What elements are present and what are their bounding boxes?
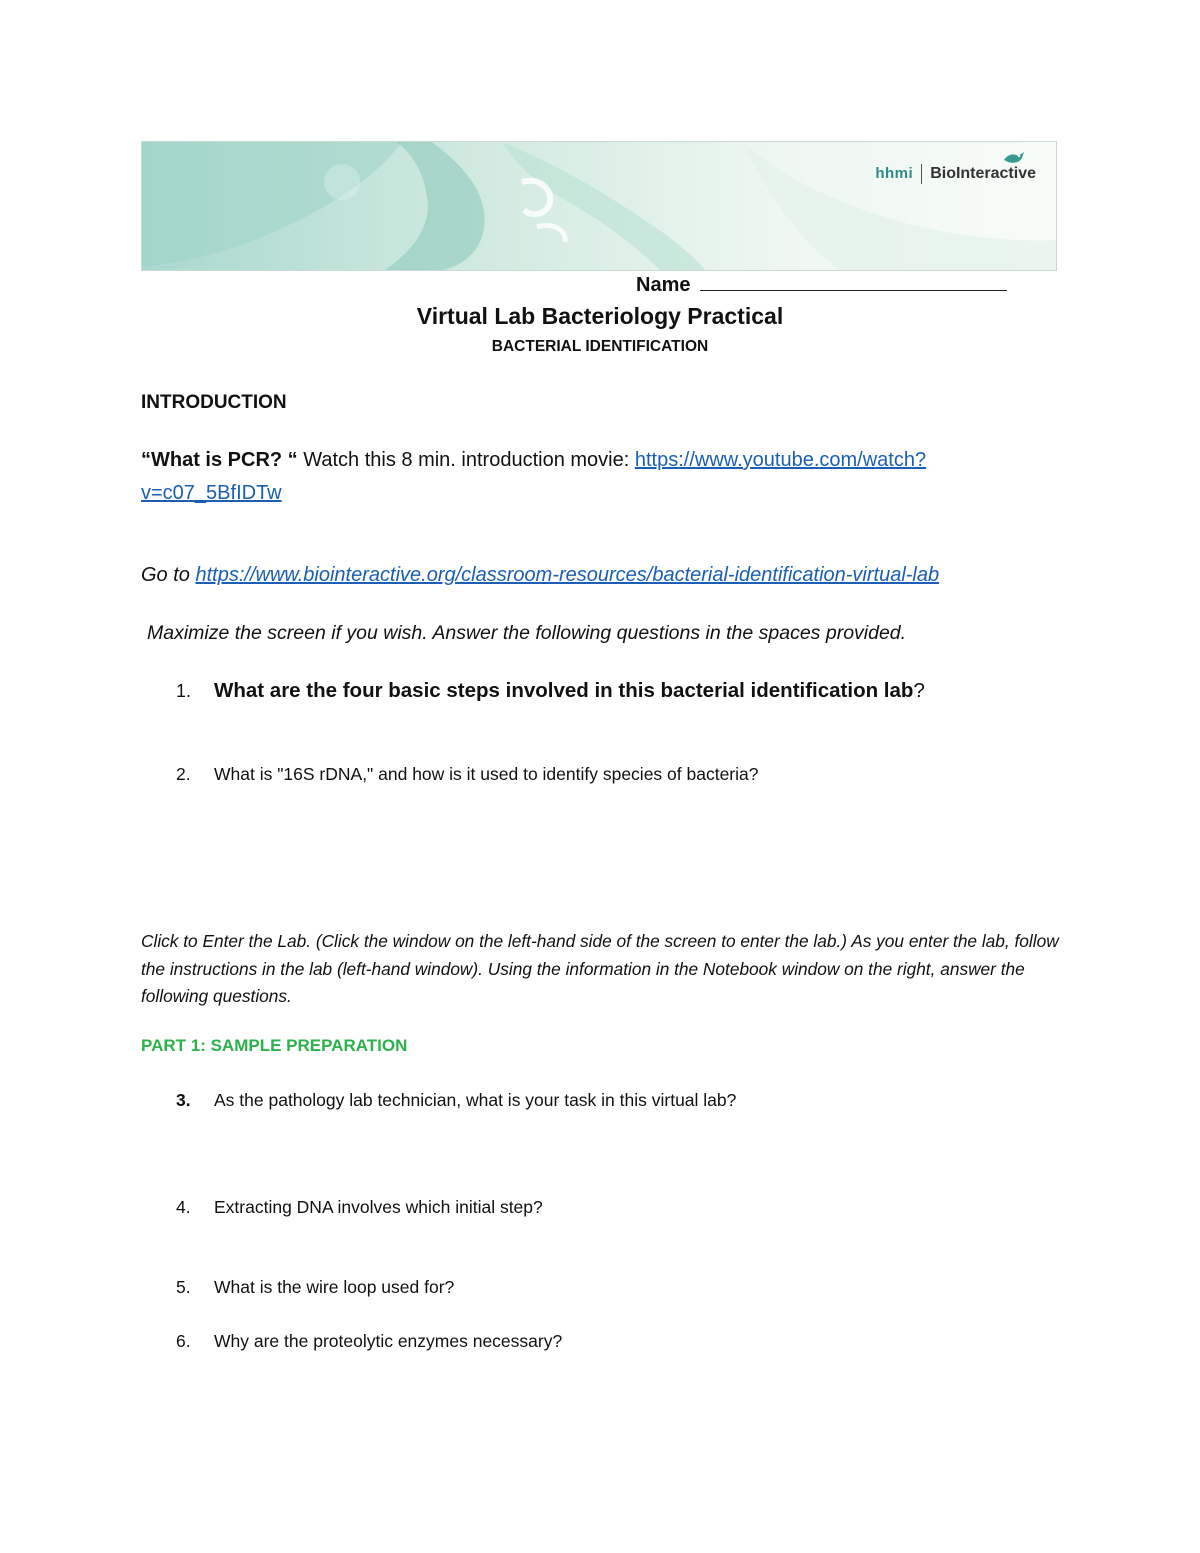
question-text: What is the wire loop used for?: [214, 1277, 455, 1297]
question-4: [176, 1197, 543, 1218]
header-banner: [141, 141, 1057, 271]
biointeractive-link[interactable]: https://www.biointeractive.org/classroom-resources/bacterial-identification-virtual-lab: [195, 564, 940, 586]
part1-heading: PART 1: SAMPLE PREPARATION: [141, 1036, 408, 1055]
name-field: [636, 274, 1007, 297]
logo-hhmi-text: hhmi: [875, 164, 922, 184]
pcr-paragraph-continued: [141, 482, 282, 505]
question-text: What is "16S rDNA," and how is it used to identify species of bacteria?: [214, 764, 759, 784]
question-number: 5.: [176, 1277, 191, 1297]
pcr-paragraph: [141, 449, 926, 472]
goto-paragraph: [141, 564, 939, 587]
lab-instructions: Click to Enter the Lab. (Click the window on the left-hand side of the screen to enter the lab.) As you enter the lab, follow the instructions in the lab (left-hand window). Using the information in the Notebook window on the right, answer the following questions.: [141, 931, 1059, 1006]
logo-biointeractive-text: BioInteractive: [930, 165, 1036, 182]
hhmi-biointeractive-logo: [875, 164, 1036, 184]
question-number: 2.: [176, 764, 191, 784]
banner-artwork: [142, 142, 1057, 271]
question-text: As the pathology lab technician, what is your task in this virtual lab?: [214, 1090, 737, 1110]
question-2: [176, 764, 759, 785]
question-5: [176, 1277, 454, 1298]
name-blank-line[interactable]: [700, 274, 1007, 291]
page-title: Virtual Lab Bacteriology Practical: [416, 303, 784, 329]
pcr-question: “What is PCR? “: [141, 449, 298, 471]
question-number: 4.: [176, 1197, 191, 1217]
youtube-link[interactable]: https://www.youtube.com/watch?: [634, 449, 927, 471]
question-number: 1.: [176, 681, 192, 701]
pcr-text: Watch this 8 min. introduction movie:: [297, 449, 635, 471]
question-3: [176, 1090, 736, 1111]
maximize-instruction: Maximize the screen if you wish. Answer the following questions in the spaces provided.: [147, 622, 907, 644]
question-number: 3.: [176, 1090, 191, 1110]
question-6: [176, 1331, 562, 1352]
goto-text: Go to: [141, 564, 196, 586]
youtube-link-continued[interactable]: v=c07_5BfIDTw: [141, 482, 282, 504]
page-subtitle: BACTERIAL IDENTIFICATION: [491, 338, 709, 355]
question-text: What are the four basic steps involved in this bacterial identification lab?: [214, 679, 925, 702]
name-label: Name: [636, 274, 691, 296]
question-1: [176, 679, 925, 703]
question-number: 6.: [176, 1331, 191, 1351]
question-text: Extracting DNA involves which initial step?: [214, 1197, 543, 1217]
question-text: Why are the proteolytic enzymes necessary?: [214, 1331, 563, 1351]
introduction-heading: INTRODUCTION: [141, 392, 287, 413]
